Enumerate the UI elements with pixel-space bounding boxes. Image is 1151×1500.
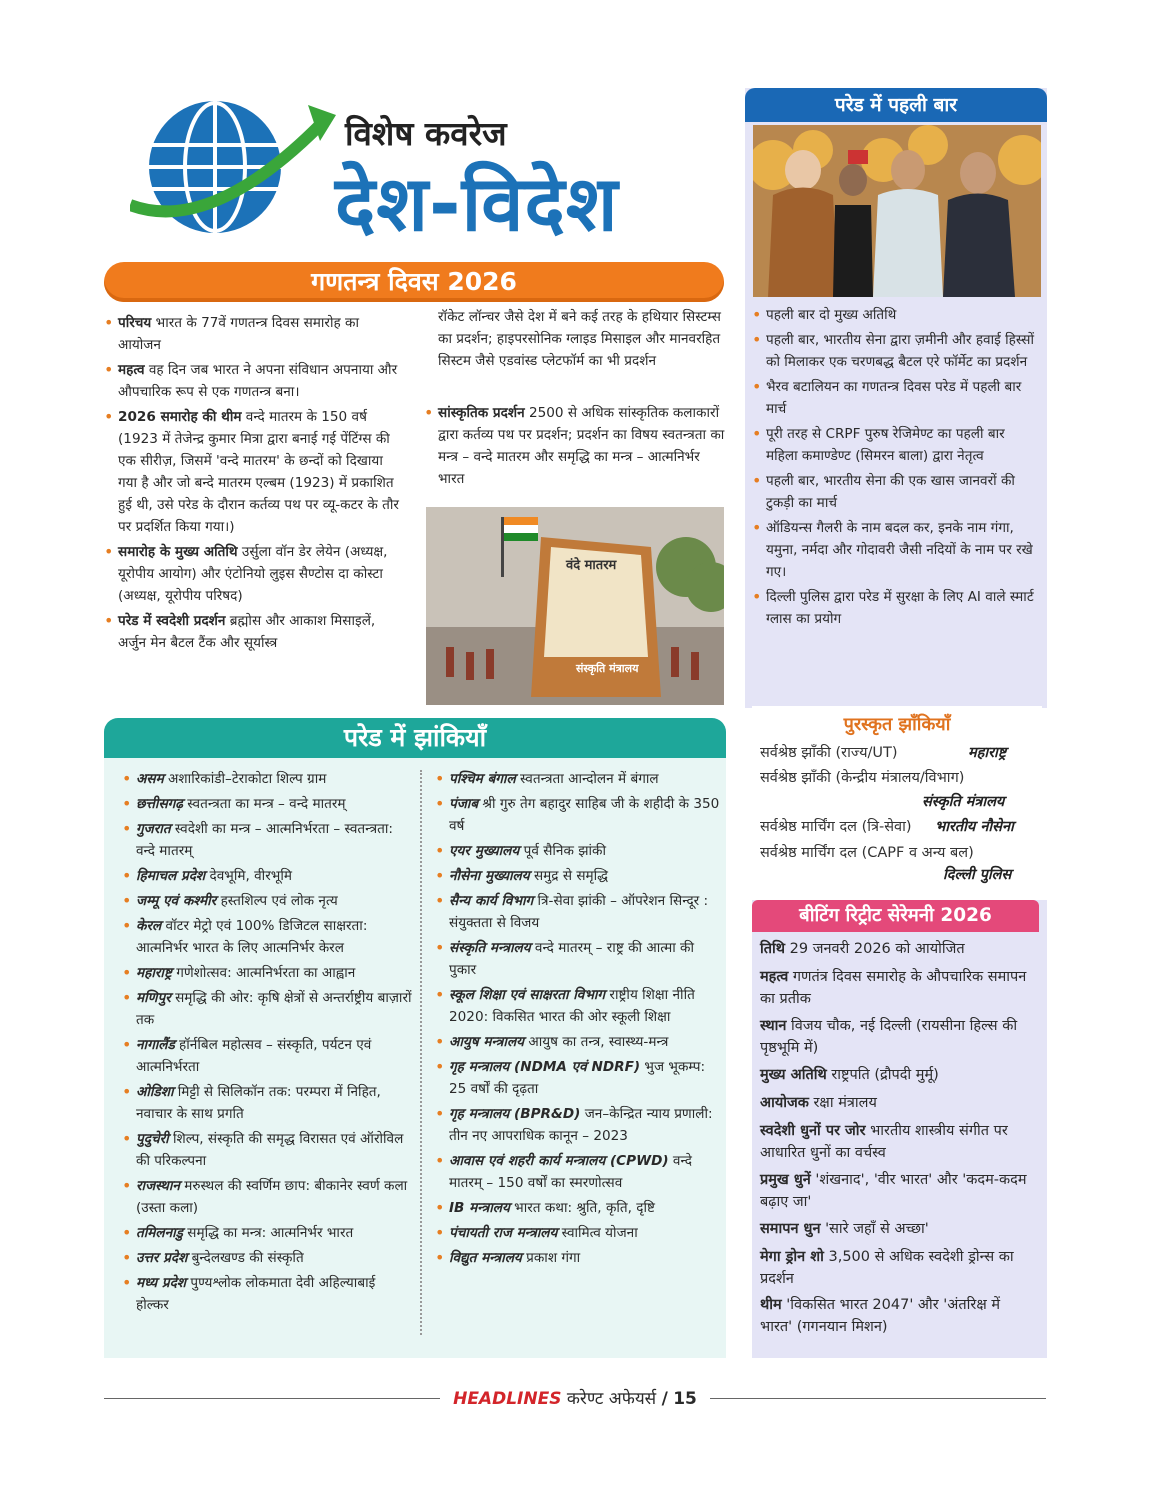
gantantra-continuation: रॉकेट लॉन्चर जैसे देश में बने कई तरह के हथियार सिस्टम्स का प्रदर्शन; हाइपरसोनिक ग्लाइड मिसाइल और मानवरहित सिस्टम जैसे एडवांस्ड प्लेटफॉर्म का भी प्रदर्शन	[438, 309, 721, 369]
beating-retreat-key: थीम	[760, 1297, 782, 1313]
beating-retreat-row	[760, 1064, 1035, 1086]
pahli-baar-item	[752, 376, 1037, 420]
jhanki-text: मरुस्थल की स्वर्णिम छाप: बीकानेर स्वर्ण कला (उस्ता कला)	[136, 1178, 408, 1216]
jhanki-text: भारत कथा: श्रुति, कृति, दृष्टि	[509, 1200, 655, 1216]
jhanki-key: राजस्थान	[136, 1178, 180, 1194]
jhanki-text: स्वामित्व योजना	[557, 1225, 638, 1241]
jhanki-text: हॉर्नबिल महोत्सव – संस्कृति, पर्यटन एवं आत्मनिर्भरता	[136, 1037, 372, 1075]
jhanki-key: गृह मन्त्रालय (BPR&D)	[449, 1106, 581, 1122]
jhanki-key: पंजाब	[449, 796, 479, 812]
beating-retreat-row	[760, 1092, 1035, 1114]
jhanki-text: प्रकाश गंगा	[521, 1250, 581, 1266]
pahli-baar-text: दिल्ली पुलिस द्वारा परेड में सुरक्षा के लिए AI वाले स्मार्ट ग्लास का प्रयोग	[766, 589, 1034, 627]
jhanki-item	[122, 915, 412, 959]
jhanki-text: पुण्यश्लोक लोकमाता देवी अहिल्याबाई होल्कर	[136, 1275, 376, 1313]
jhanki-key: असम	[136, 771, 164, 787]
beating-retreat-text: रक्षा मंत्रालय	[808, 1095, 877, 1111]
gantantra-item	[104, 610, 404, 654]
pahli-baar-item	[752, 586, 1037, 630]
beating-retreat-text: राष्ट्रपति (द्रौपदी मुर्मू)	[826, 1067, 939, 1083]
gantantra-text: उर्सुला वॉन डेर लेयेन (अध्यक्ष, यूरोपीय आयोग) और एंटोनियो लुइस सैण्टोस दा कोस्टा (अध्यक्ष, यूरोपीय परिषद)	[118, 544, 388, 604]
gantantra-key: सांस्कृतिक प्रदर्शन	[438, 405, 525, 421]
jhanki-item	[435, 937, 720, 981]
beating-retreat-text: 'विकसित भारत 2047' और 'अंतरिक्ष में भारत' (गगनयान मिशन)	[760, 1297, 1000, 1335]
gantantra-key: 2026 समारोह की थीम	[118, 409, 242, 425]
jhanki-item	[122, 1175, 412, 1219]
beating-retreat-key: मुख्य अतिथि	[760, 1067, 827, 1083]
beating-retreat-row	[760, 1169, 1035, 1213]
jhanki-item	[435, 1247, 720, 1269]
jhanki-key: आवास एवं शहरी कार्य मन्त्रालय (CPWD)	[449, 1153, 669, 1169]
jhanki-text: गणेशोत्सव: आत्मनिर्भरता का आह्वान	[171, 965, 356, 981]
award-label: सर्वश्रेष्ठ झाँकी (केन्द्रीय मंत्रालय/विभाग)	[760, 770, 965, 786]
gantantra-key: परेड में स्वदेशी प्रदर्शन	[118, 613, 226, 629]
gantantra-key: महत्व	[118, 362, 145, 378]
jhanki-key: मध्य प्रदेश	[136, 1275, 187, 1291]
beating-retreat-key: स्वदेशी धुनों पर जोर	[760, 1123, 866, 1139]
jhanki-item	[122, 1272, 412, 1316]
jhanki-text: वन्दे मातरम् – 150 वर्षों का स्मरणोत्सव	[449, 1153, 692, 1191]
jhanki-key: पंचायती राज मन्त्रालय	[449, 1225, 558, 1241]
jhanki-text: स्वतन्त्रता आन्दोलन में बंगाल	[515, 771, 659, 787]
jhanki-text: शिल्प, संस्कृति की समृद्ध विरासत एवं ऑरोविल की परिकल्पना	[136, 1131, 404, 1169]
gantantra-text: वह दिन जब भारत ने अपना संविधान अपनाया और औपचारिक रूप से एक गणतन्त्र बना।	[118, 362, 398, 400]
jhanki-key: IB मन्त्रालय	[449, 1200, 510, 1216]
beating-retreat-key: महत्व	[760, 969, 789, 985]
pahli-baar-text: पहली बार, भारतीय सेना की एक खास जानवरों की टुकड़ी का मार्च	[766, 473, 1015, 511]
gantantra-item	[104, 359, 404, 403]
pahli-baar-item	[752, 423, 1037, 467]
jhanki-text: स्वदेशी का मन्त्र – आत्मनिर्भरता – स्वतन्त्रता: वन्दे मातरम्	[136, 821, 393, 859]
beating-retreat-text: गणतंत्र दिवस समारोह के औपचारिक समापन का प्रतीक	[760, 969, 1027, 1007]
jhanki-text: मिट्टी से सिलिकॉन तक: परम्परा में निहित, नवाचार के साथ प्रगति	[136, 1084, 381, 1122]
jhanki-text: आयुष का तन्त्र, स्वास्थ्य-मन्त्र	[524, 1034, 669, 1050]
jhanki-text: त्रि-सेवा झांकी – ऑपरेशन सिन्दूर : संयुक्तता से विजय	[449, 893, 709, 931]
jhanki-item	[122, 768, 412, 790]
jhankiyan-list-right	[435, 768, 720, 1272]
jhanki-text: अशारिकांडी–टेराकोटा शिल्प ग्राम	[163, 771, 327, 787]
jhankiyan-list-left	[122, 768, 412, 1319]
jhanki-item	[435, 1056, 720, 1100]
beating-retreat-row	[760, 1294, 1035, 1338]
globe-logo-icon	[130, 85, 340, 245]
jhanki-key: विद्युत मन्त्रालय	[449, 1250, 522, 1266]
pahli-baar-text: ऑडियन्स गैलरी के नाम बदल कर, इनके नाम गंगा, यमुना, नर्मदा और गोदावरी जैसी नदियों के नाम पर रखे गए।	[766, 520, 1033, 580]
jhanki-item	[122, 890, 412, 912]
beating-retreat-key: समापन धुन	[760, 1221, 821, 1237]
gantantra-text: 2500 से अधिक सांस्कृतिक कलाकारों द्वारा कर्तव्य पथ पर प्रदर्शन; प्रदर्शन का विषय स्वतन्त्रता का मन्त्र – वन्दे मातरम और समृद्धि का मन्त्र – आत्मनिर्भर भारत	[438, 405, 725, 487]
beating-retreat-text: विजय चौक, नई दिल्ली (रायसीना हिल्स की पृष्ठभूमि में)	[760, 1018, 1018, 1056]
jhanki-key: पुदुचेरी	[136, 1131, 169, 1147]
jhanki-key: उत्तर प्रदेश	[136, 1250, 188, 1266]
pahli-baar-text: पहली बार दो मुख्य अतिथि	[766, 307, 897, 323]
beating-retreat-row	[760, 966, 1035, 1010]
jhanki-text: वन्दे मातरम् – राष्ट्र की आत्मा की पुकार	[449, 940, 695, 978]
beating-retreat-text: 'सारे जहाँ से अच्छा'	[820, 1221, 929, 1237]
pahli-baar-list	[752, 304, 1037, 633]
parade-float-photo	[426, 507, 724, 705]
gantantra-key: परिचय	[118, 315, 152, 331]
jhankiyan-banner: परेड में झांकियाँ	[104, 718, 726, 758]
jhanki-text: श्री गुरु तेग बहादुर साहिब जी के शहीदी के 350 वर्ष	[449, 796, 720, 834]
award-label: सर्वश्रेष्ठ झाँकी (राज्य/UT)	[760, 745, 898, 761]
gantantra-text: भारत के 77वें गणतन्त्र दिवस समारोह का आयोजन	[118, 315, 359, 353]
beating-retreat-key: आयोजक	[760, 1095, 809, 1111]
jhanki-item	[435, 865, 720, 887]
footer-text: करेण्ट अफेयर्स	[566, 1389, 657, 1409]
jhanki-item	[122, 987, 412, 1031]
gantantra-list-right	[424, 402, 726, 493]
jhanki-item	[435, 890, 720, 934]
pahli-baar-text: पूरी तरह से CRPF पुरुष रेजिमेण्ट का पहली बार महिला कमाण्डेण्ट (सिमरन बाला) द्वारा नेतृत्व	[766, 426, 1005, 464]
beating-retreat-text: 3,500 से अधिक स्वदेशी ड्रोन्स का प्रदर्शन	[760, 1249, 1014, 1287]
header-kicker: विशेष कवरेज	[345, 114, 507, 153]
jhanki-text: समृद्धि का मन्त्र: आत्मनिर्भर भारत	[182, 1225, 354, 1241]
float-ministry-text: संस्कृति मंत्रालय	[576, 662, 639, 675]
pahli-baar-banner: परेड में पहली बार	[745, 88, 1047, 122]
jhanki-key: महाराष्ट्र	[136, 965, 172, 981]
beating-retreat-row	[760, 1015, 1035, 1059]
jhanki-key: पश्चिम बंगाल	[449, 771, 516, 787]
beating-retreat-row	[760, 938, 1035, 960]
jhanki-item	[435, 1197, 720, 1219]
beating-retreat-key: तिथि	[760, 941, 786, 957]
jhanki-text: हस्तशिल्प एवं लोक नृत्य	[216, 893, 338, 909]
jhanki-item	[435, 1103, 720, 1147]
jhanki-item	[122, 1034, 412, 1078]
jhanki-text: बुन्देलखण्ड की संस्कृति	[187, 1250, 304, 1266]
pahli-baar-item	[752, 470, 1037, 514]
jhanki-item	[122, 1081, 412, 1125]
gantantra-item	[104, 312, 404, 356]
jhanki-text: भुज भूकम्प: 25 वर्षों की दृढ़ता	[449, 1059, 706, 1097]
jhanki-item	[122, 865, 412, 887]
beating-retreat-text: 29 जनवरी 2026 को आयोजित	[785, 941, 965, 957]
jhanki-key: सैन्य कार्य विभाग	[449, 893, 534, 909]
gantantra-item	[104, 406, 404, 538]
jhanki-key: तमिलनाडु	[136, 1225, 183, 1241]
jhanki-key: आयुष मन्त्रालय	[449, 1034, 525, 1050]
beating-retreat-key: स्थान	[760, 1018, 787, 1034]
pahli-baar-text: पहली बार, भारतीय सेना द्वारा ज़मीनी और हवाई हिस्सों को मिलाकर एक चरणबद्ध बैटल एरे फॉर्मेट का प्रदर्शन	[766, 332, 1034, 370]
gantantra-text: वन्दे मातरम के 150 वर्ष (1923 में तेजेन्द्र कुमार मित्रा द्वारा बनाई गई पेंटिंग्स की एक सीरीज़, जिसमें 'वन्दे मातरम' के छन्दों को दिखाया गया है और जो बन्दे मातरम एल्बम (1923) में प्रकाशित हुई थी, उसे परेड के दौरान कर्तव्य पथ पर व्यू-कटर के तौर पर प्रदर्शित किया गया।)	[118, 409, 399, 535]
jhanki-item	[435, 768, 720, 790]
gantantra-list-left	[104, 312, 404, 657]
jhanki-key: एयर मुख्यालय	[449, 843, 520, 859]
jhanki-key: हिमाचल प्रदेश	[136, 868, 206, 884]
jhanki-text: पूर्व सैनिक झांकी	[519, 843, 606, 859]
gantantra-text: ब्रह्मोस और आकाश मिसाइलें, अर्जुन मेन बैटल टैंक और सूर्यास्त्र	[118, 613, 376, 651]
jhanki-item	[122, 793, 412, 815]
beating-retreat-row	[760, 1218, 1035, 1240]
beating-retreat-key: प्रमुख धुनें	[760, 1172, 811, 1188]
gantantra-item	[424, 402, 726, 490]
pahli-baar-item	[752, 304, 1037, 326]
jhanki-text: देवभूमि, वीरभूमि	[205, 868, 292, 884]
footer-separator: /	[661, 1389, 668, 1409]
chief-guests-photo	[753, 125, 1041, 297]
jhanki-text: वॉटर मेट्रो एवं 100% डिजिटल साक्षरता: आत्मनिर्भर भारत के लिए आत्मनिर्भर केरल	[136, 918, 368, 956]
beating-retreat-key: मेगा ड्रोन शो	[760, 1249, 824, 1265]
jhanki-key: छत्तीसगढ़	[136, 796, 183, 812]
gantantra-item	[104, 541, 404, 607]
jhanki-key: नागालैंड	[136, 1037, 175, 1053]
jhanki-key: नौसेना मुख्यालय	[449, 868, 530, 884]
jhanki-item	[122, 1222, 412, 1244]
jhanki-item	[435, 793, 720, 837]
jhanki-item	[435, 1031, 720, 1053]
jhanki-item	[122, 818, 412, 862]
jhanki-key: केरल	[136, 918, 162, 934]
beating-retreat-text: 'शंखनाद', 'वीर भारत' और 'कदम-कदम बढ़ाए जा'	[760, 1172, 1027, 1210]
footer-brand: HEADLINES	[453, 1389, 562, 1409]
jhanki-key: गुजरात	[136, 821, 171, 837]
jhanki-text: समृद्धि की ओर: कृषि क्षेत्रों से अन्तर्राष्ट्रीय बाज़ारों तक	[136, 990, 412, 1028]
gantantra-banner: गणतन्त्र दिवस 2026	[104, 262, 724, 302]
column-divider	[420, 770, 422, 1335]
gantantra-key: समारोह के मुख्य अतिथि	[118, 544, 238, 560]
jhanki-item	[435, 1222, 720, 1244]
jhanki-key: जम्मू एवं कश्मीर	[136, 893, 217, 909]
beating-retreat-row	[760, 1120, 1035, 1164]
jhanki-key: गृह मन्त्रालय (NDMA एवं NDRF)	[449, 1059, 641, 1075]
award-label: सर्वश्रेष्ठ मार्चिंग दल (त्रि-सेवा)	[760, 819, 912, 835]
beating-retreat-row	[760, 1246, 1035, 1290]
pahli-baar-item	[752, 329, 1037, 373]
jhanki-key: स्कूल शिक्षा एवं साक्षरता विभाग	[449, 987, 606, 1003]
jhanki-item	[435, 840, 720, 862]
beating-retreat-banner: बीटिंग रिट्रीट सेरेमनी 2026	[752, 900, 1039, 932]
jhanki-key: मणिपुर	[136, 990, 171, 1006]
beating-retreat-text: भारतीय शास्त्रीय संगीत पर आधारित धुनों का वर्चस्व	[760, 1123, 1008, 1161]
award-value: महाराष्ट्र	[968, 745, 1007, 761]
jhanki-item	[435, 1150, 720, 1194]
jhanki-item	[122, 962, 412, 984]
jhanki-item	[122, 1128, 412, 1172]
awards-title: पुरस्कृत झाँकियाँ	[843, 714, 951, 735]
jhanki-text: समुद्र से समृद्धि	[529, 868, 609, 884]
jhanki-item	[122, 1247, 412, 1269]
float-title-text: वंदे मातरम	[566, 558, 617, 573]
footer	[440, 1386, 710, 1412]
award-value: दिल्ली पुलिस	[943, 867, 1012, 883]
header-title: देश-विदेश	[335, 159, 619, 248]
jhanki-key: ओडिशा	[136, 1084, 174, 1100]
page-number: 15	[673, 1389, 697, 1409]
pahli-baar-item	[752, 517, 1037, 583]
pahli-baar-text: भैरव बटालियन का गणतन्त्र दिवस परेड में पहली बार मार्च	[766, 379, 1022, 417]
jhanki-text: जन–केन्द्रित न्याय प्रणाली: तीन नए आपराधिक कानून – 2023	[449, 1106, 713, 1144]
award-label: सर्वश्रेष्ठ मार्चिंग दल (CAPF व अन्य बल)	[760, 845, 974, 861]
award-value: भारतीय नौसेना	[935, 819, 1014, 835]
jhanki-text: स्वतन्त्रता का मन्त्र – वन्दे मातरम्	[182, 796, 346, 812]
jhanki-key: संस्कृति मन्त्रालय	[449, 940, 531, 956]
jhanki-text: राष्ट्रीय शिक्षा नीति 2020: विकसित भारत की ओर स्कूली शिक्षा	[449, 987, 695, 1025]
award-value: संस्कृति मंत्रालय	[922, 794, 1005, 810]
jhanki-item	[435, 984, 720, 1028]
